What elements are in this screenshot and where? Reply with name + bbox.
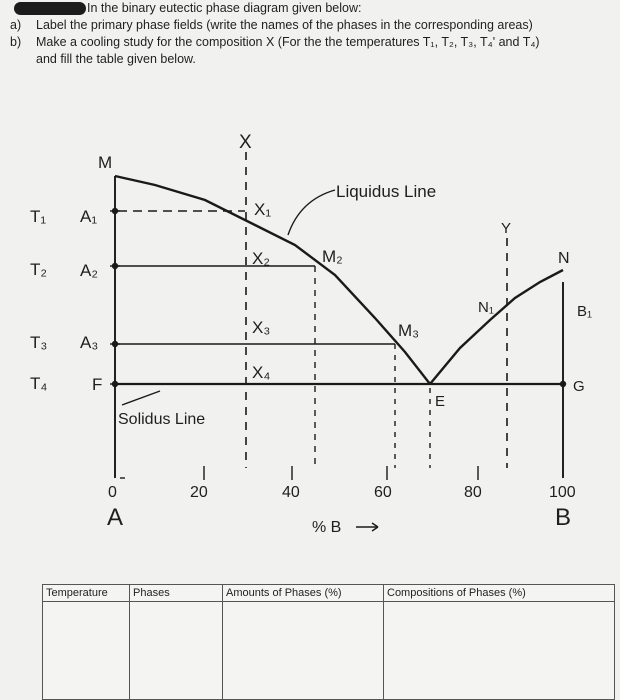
question-intro: In the binary eutectic phase diagram given below: (87, 1, 362, 15)
cell-compositions[interactable] (384, 602, 615, 700)
composition-y-label: Y (501, 220, 512, 237)
part-a-label: a) (10, 18, 22, 32)
component-a-label: A (107, 504, 124, 531)
point-a2: A₂ (80, 261, 98, 280)
cooling-study-table (42, 584, 615, 700)
solidus-line-label: Solidus Line (118, 411, 206, 428)
header-phases: Phases (130, 585, 223, 602)
solidus-pointer (122, 391, 160, 405)
composition-ticks (120, 466, 478, 480)
cell-amounts[interactable] (223, 602, 384, 700)
liquidus-pointer (288, 190, 335, 235)
tick-label-60: 60 (374, 484, 392, 501)
temp-label-t1: T₁ (30, 207, 47, 226)
table-row (43, 602, 615, 700)
point-x4: X₄ (252, 363, 271, 382)
point-b1: B₁ (577, 303, 593, 320)
tick-label-20: 20 (190, 484, 208, 501)
point-x3: X₃ (252, 318, 271, 337)
point-f: F (92, 375, 103, 394)
tick-label-0: 0 (108, 484, 117, 501)
point-x1: X₁ (254, 200, 272, 219)
point-m3: M₃ (398, 321, 420, 340)
point-x2: X₂ (252, 249, 270, 268)
tick-label-80: 80 (464, 484, 482, 501)
component-b-label: B (555, 504, 572, 531)
table-header-row (43, 585, 615, 602)
part-b-continuation: and fill the table given below. (36, 52, 196, 66)
point-g: G (573, 378, 585, 395)
cell-temperature[interactable] (43, 602, 130, 700)
part-b-text: Make a cooling study for the composition X (For the the temperatures T₁, T₂, T₃, T₄' and T₄) (36, 35, 540, 49)
tick-label-40: 40 (282, 484, 300, 501)
point-n: N (558, 250, 570, 267)
part-b-label: b) (10, 35, 22, 49)
header-compositions: Compositions of Phases (%) (384, 585, 615, 602)
temp-label-t2: T₂ (30, 260, 47, 279)
temp-label-t3: T₃ (30, 333, 48, 352)
header-amounts: Amounts of Phases (%) (223, 585, 384, 602)
liquidus-line-label: Liquidus Line (336, 182, 437, 201)
point-m: M (98, 153, 113, 172)
liquidus-left (115, 176, 430, 384)
point-n1: N₁ (478, 299, 494, 316)
temp-label-t4: T₄ (30, 374, 48, 393)
point-a1: A₁ (80, 207, 98, 226)
x-axis-label: % B (312, 519, 342, 536)
eutectic-point-e: E (435, 393, 446, 410)
point-g-dot (560, 381, 566, 387)
point-a3: A₃ (80, 333, 99, 352)
tick-label-100: 100 (549, 484, 576, 501)
header-temperature: Temperature (43, 585, 130, 602)
cell-phases[interactable] (130, 602, 223, 700)
liquidus-right (430, 270, 563, 384)
composition-x-label: X (239, 132, 252, 153)
part-a-text: Label the primary phase fields (write the names of the phases in the corresponding areas) (36, 18, 533, 32)
point-m2: M₂ (322, 247, 343, 266)
